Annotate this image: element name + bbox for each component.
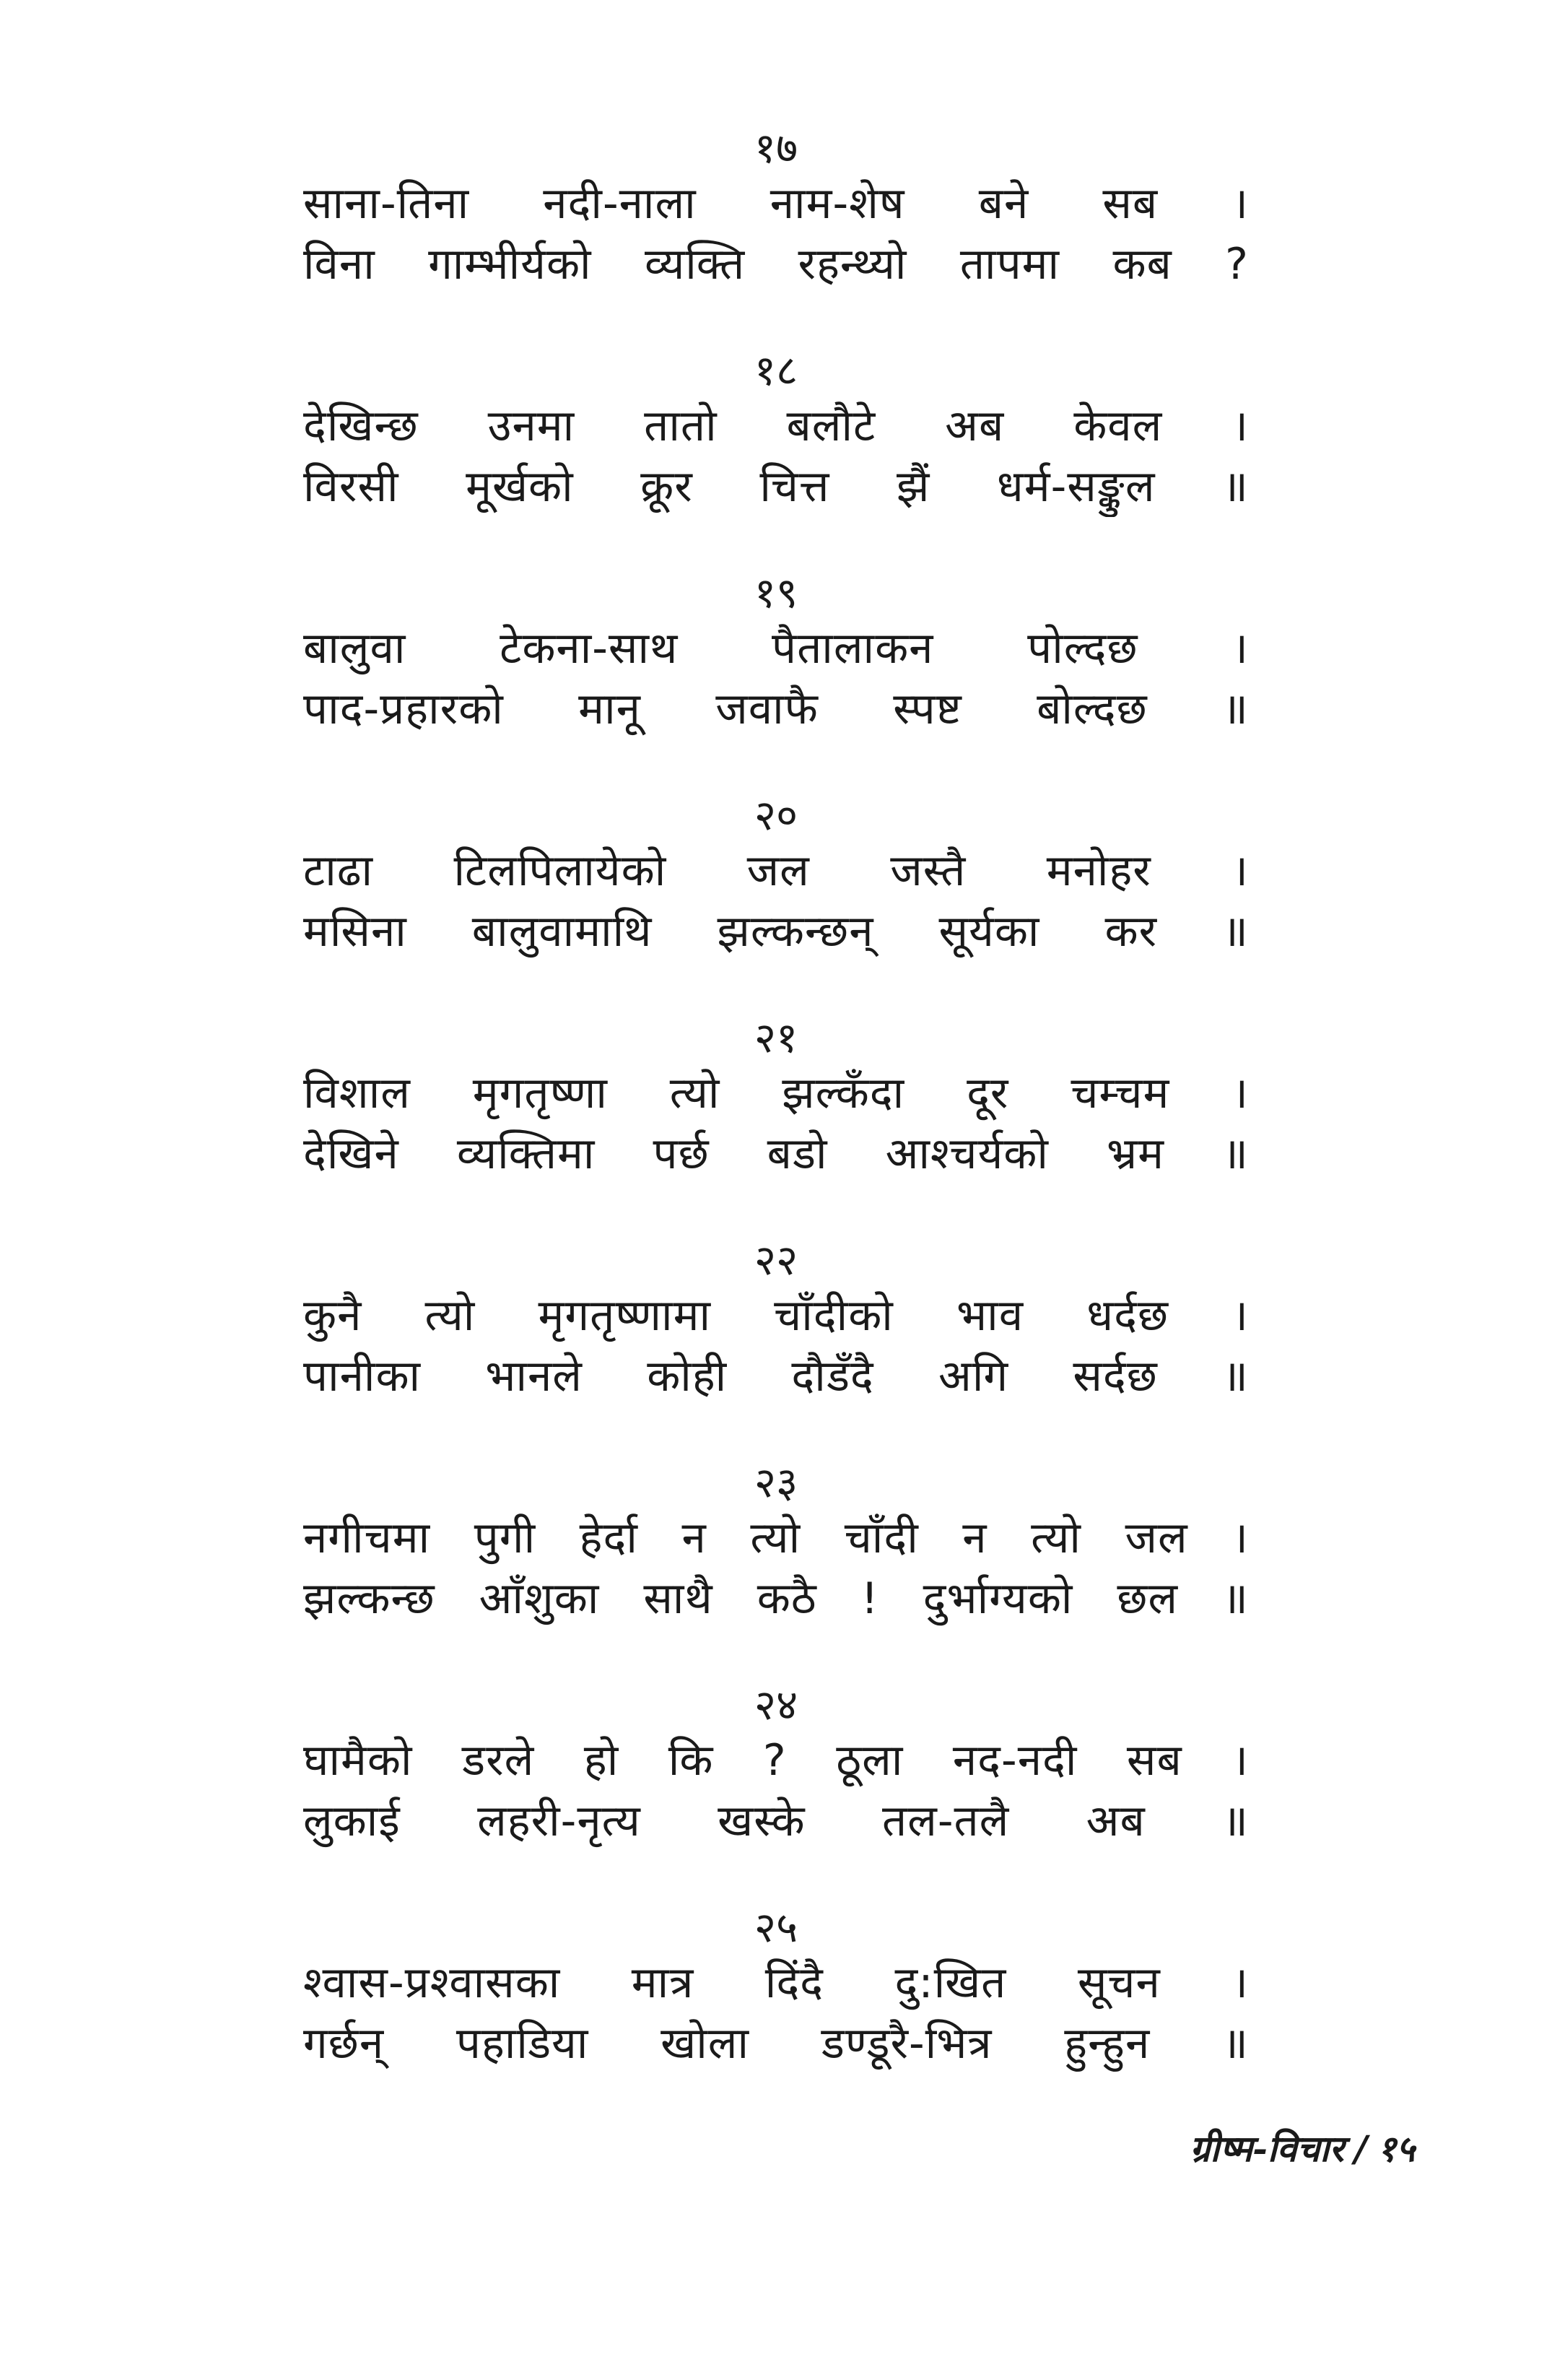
verse-number: २५	[754, 1903, 798, 1952]
verse-line: कुनै त्यो मृगतृष्णामा चाँदीको भाव धर्दछ ।	[303, 1290, 1249, 1341]
verse-number: २२	[754, 1235, 798, 1285]
verse-number: २४	[754, 1680, 798, 1729]
footer-separator: /	[1353, 2127, 1367, 2170]
verse-line: साना-तिना नदी-नाला नाम-शेष बने सब ।	[303, 178, 1249, 229]
verse-line: विशाल मृगतृष्णा त्यो झल्कँदा दूर चम्चम ।	[303, 1068, 1249, 1119]
verse-line: लुकाई लहरी-नृत्य खस्के तल-तलै अब ॥	[303, 1796, 1249, 1846]
verse-number: १८	[754, 346, 798, 395]
verse-line: देखिन्छ उनमा तातो बलौटे अब केवल ।	[303, 401, 1249, 451]
verse-21	[303, 1012, 1249, 1184]
verse-17	[303, 123, 1249, 295]
verse-23	[303, 1457, 1249, 1629]
verse-line: विरसी मूर्खको क्रूर चित्त झैं धर्म-सङ्कुल ॥	[303, 461, 1249, 512]
running-footer	[1180, 2123, 1415, 2172]
footer-title: ग्रीष्म-विचार	[1190, 2127, 1344, 2170]
verse-line: पाद-प्रहारको मानू जवाफै स्पष्ट बोल्दछ ॥	[303, 684, 1249, 734]
verse-line: टाढा टिलपिलायेको जल जस्तै मनोहर ।	[303, 846, 1249, 896]
verse-number: १७	[754, 123, 798, 173]
verse-22	[303, 1235, 1249, 1407]
verse-number: १९	[754, 568, 798, 617]
verse-line: पानीका भानले कोही दौडँदै अगि सर्दछ ॥	[303, 1351, 1249, 1402]
verse-24	[303, 1680, 1249, 1851]
verse-line: विना गाम्भीर्यको व्यक्ति रहन्थ्यो तापमा कब ?	[303, 239, 1249, 290]
verse-line: देखिने व्यक्तिमा पर्छ बडो आश्चर्यको भ्रम ॥	[303, 1129, 1249, 1179]
verse-number: २१	[754, 1013, 798, 1062]
verse-25	[303, 1902, 1249, 2074]
verse-number: २३	[754, 1458, 798, 1507]
verse-line: बालुवा टेकना-साथ पैतालाकन पोल्दछ ।	[303, 623, 1249, 674]
verse-18	[303, 345, 1249, 517]
verse-line: झल्कन्छ आँशुका साथै कठै ! दुर्भाग्यको छल ॥	[303, 1573, 1249, 1624]
verse-line: नगीचमा पुगी हेर्दा न त्यो चाँदी न त्यो जल ।	[303, 1513, 1249, 1563]
page-number: १५	[1377, 2127, 1415, 2170]
verse-20	[303, 790, 1249, 962]
verse-19	[303, 568, 1249, 739]
verse-line: मसिना बालुवामाथि झल्कन्छन् सूर्यका कर ॥	[303, 906, 1249, 957]
verse-line: श्वास-प्रश्वासका मात्र दिंदै दु:खित सूचन ।	[303, 1958, 1249, 2008]
verse-line: घामैको डरले हो कि ? ठूला नद-नदी सब ।	[303, 1735, 1249, 1786]
verse-line: गर्छन् पहाडिया खोला डण्डूरै-भित्र हुन्हुन ॥	[303, 2018, 1249, 2069]
verse-number: २०	[754, 791, 798, 840]
